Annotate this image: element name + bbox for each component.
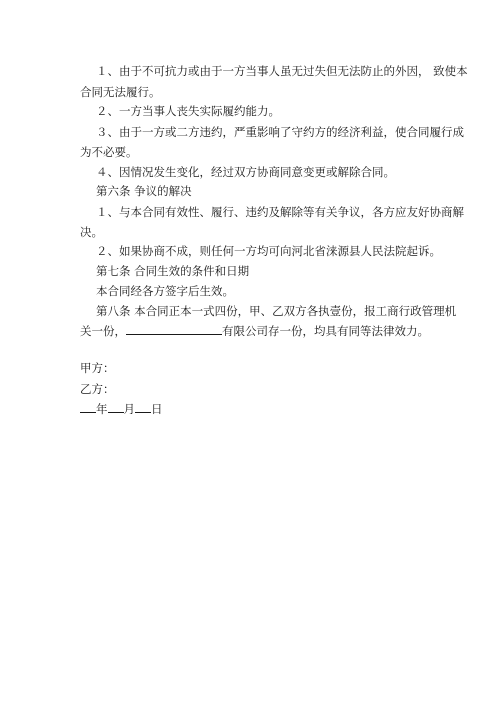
article-7-body: 本合同经各方签字后生效。 [96,284,234,298]
clause-5-item-2: ２、一方当事人丧失实际履约能力。 [96,104,280,118]
article-8-line-1: 第八条 本合同正本一式四份，甲、乙双方各执壹份，报工商行政管理机 [96,304,457,318]
company-name-blank [126,324,222,335]
month-label: 月 [123,402,135,416]
clause-5-item-4: ４、因情况发生变化，经过双方协商同意变更或解除合同。 [96,165,395,179]
clause-5-item-1-line-1: １、由于不可抗力或由于一方当事人虽无过失但无法防止的外因， 致使本 [96,64,468,78]
month-blank [108,402,124,413]
party-b-label: 乙方： [80,382,115,396]
day-label: 日 [151,402,163,416]
clause-5-item-1-line-2: 合同无法履行。 [80,85,161,99]
signature-date [80,402,163,416]
article-8-line-2 [80,324,429,338]
article-6-heading: 第六条 争议的解决 [96,184,192,198]
year-label: 年 [96,402,108,416]
party-a-label: 甲方： [80,361,115,375]
year-blank [80,402,96,413]
day-blank [135,402,151,413]
article-8-line-2-suffix: 有限公司存一份，均具有同等法律效力。 [222,324,429,338]
clause-5-item-3-line-1: ３、由于一方或二方违约，严重影响了守约方的经济利益，使合同履行成 [96,125,464,139]
clause-6-item-1-line-2: 决。 [80,225,103,239]
clause-6-item-1-line-1: １、与本合同有效性、履行、违约及解除等有关争议，各方应友好协商解 [96,205,464,219]
clause-5-item-3-line-2: 为不必要。 [80,145,138,159]
article-7-heading: 第七条 合同生效的条件和日期 [96,264,250,278]
article-8-line-2-prefix: 关一份， [80,324,126,338]
clause-6-item-2: ２、如果协商不成，则任何一方均可向河北省涞源县人民法院起诉。 [96,244,441,258]
